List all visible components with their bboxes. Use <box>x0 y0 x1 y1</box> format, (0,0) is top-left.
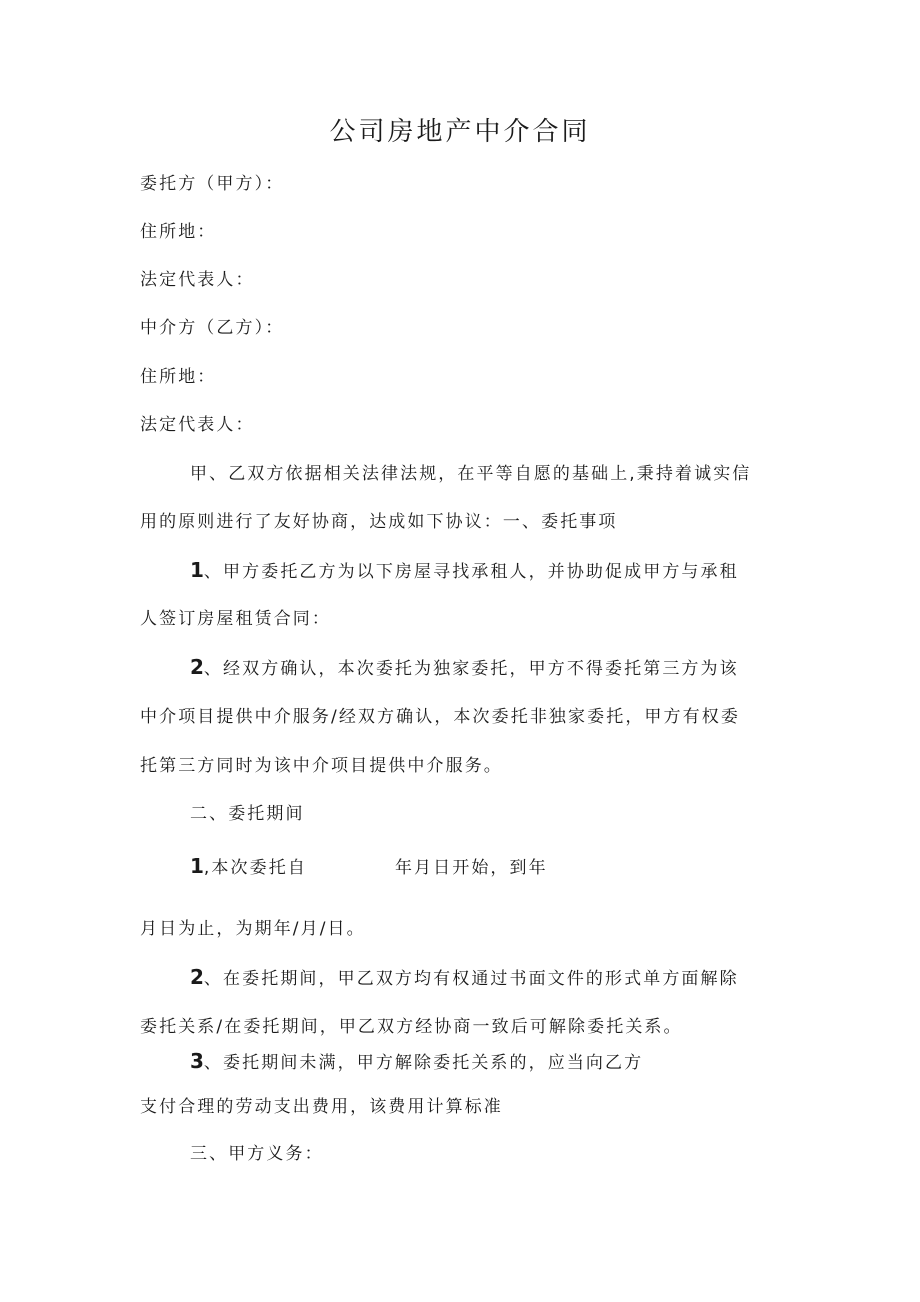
party-b-representative: 法定代表人： <box>140 415 255 435</box>
item-1-line-1 <box>190 558 739 584</box>
party-a-address: 住所地： <box>140 222 217 242</box>
period-1-line-1 <box>190 854 548 880</box>
item-1-line-2: 人签订房屋租赁合同： <box>140 609 331 629</box>
item-2-line-2: 中介项目提供中介服务/经双方确认，本次委托非独家委托，甲方有权委 <box>140 707 740 727</box>
item-text: 、在委托期间，甲乙双方均有权通过书面文件的形式单方面解除 <box>203 969 739 989</box>
party-b-label: 中介方（乙方）： <box>140 318 285 338</box>
item-text: 年月日开始，到年 <box>394 858 548 878</box>
period-2-line-2: 委托关系/在委托期间，甲乙双方经协商一致后可解除委托关系。 <box>140 1017 683 1037</box>
item-2-line-3: 托第三方同时为该中介项目提供中介服务。 <box>140 756 503 776</box>
item-number: 2 <box>190 655 204 679</box>
period-3-line-1 <box>190 1049 643 1075</box>
item-number: 2 <box>190 965 204 989</box>
item-text: 、甲方委托乙方为以下房屋寻找承租人，并协助促成甲方与承租 <box>203 562 739 582</box>
period-1-line-2: 月日为止，为期年/月/日。 <box>140 919 366 939</box>
document-title: 公司房地产中介合同 <box>329 117 591 147</box>
item-text: ,本次委托自 <box>203 858 307 878</box>
party-b-address: 住所地： <box>140 367 217 387</box>
period-2-line-1 <box>190 965 739 991</box>
party-a-representative: 法定代表人： <box>140 270 255 290</box>
item-number: 1 <box>190 854 204 878</box>
item-2-line-1 <box>190 655 739 681</box>
section-2-heading: 二、委托期间 <box>190 804 305 824</box>
intro-paragraph-line-2: 用的原则进行了友好协商，达成如下协议：一、委托事项 <box>140 512 618 532</box>
item-text: 、经双方确认，本次委托为独家委托，甲方不得委托第三方为该 <box>203 659 739 679</box>
item-number: 1 <box>190 558 204 582</box>
party-a-label: 委托方（甲方）： <box>140 174 285 194</box>
period-3-line-2: 支付合理的劳动支出费用，该费用计算标准 <box>140 1097 503 1117</box>
section-3-heading: 三、甲方义务： <box>190 1144 324 1164</box>
item-text: 、委托期间未满，甲方解除委托关系的，应当向乙方 <box>203 1053 644 1073</box>
item-number: 3 <box>190 1049 204 1073</box>
intro-paragraph-line-1: 甲、乙双方依据相关法律法规，在平等自愿的基础上,秉持着诚实信 <box>190 464 752 484</box>
